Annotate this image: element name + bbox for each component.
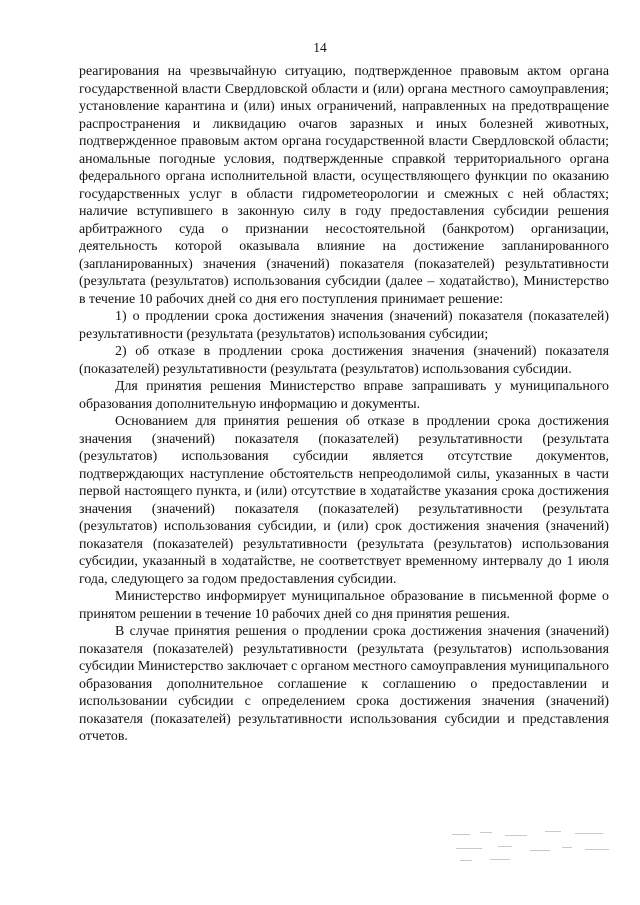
paragraph-option-refuse: 2) об отказе в продлении срока достижения значения (значений) показателя (показателей) результативности (результата (результатов) использования субсидии.	[79, 344, 609, 377]
faint-stamp-marks	[450, 828, 615, 868]
paragraph-additional-agreement: В случае принятия решения о продлении срока достижения значения (значений) показателя (показателей) результативности (результата (результатов) использования субсидии Министерство заключает с органом местного самоуправления муниципального образования дополнительное соглашение к соглашению о предоставлении и использовании субсидии с определением срока достижения значения (значений) показателя (показателей) результативности использования субсидии и представления отчетов.	[79, 624, 609, 744]
document-body	[79, 63, 609, 746]
paragraph-continuation: реагирования на чрезвычайную ситуацию, подтвержденное правовым актом органа государственной власти Свердловской области и (или) органа местного самоуправления; установление карантина и (или) иных ограничений, направленных на предотвращение распространения и ликвидацию очагов заразных и иных болезней животных, подтвержденное правовым актом органа государственной власти Свердловской области; аномальные погодные условия, подтвержденные справкой территориального органа федерального органа исполнительной власти, осуществляющего функции по оказанию государственных услуг в области гидрометеорологии и смежных с ней областях; наличие вступившего в законную силу в году предоставления субсидии решения арбитражного суда о признании несостоятельной (банкротом) организации, деятельность которой оказывала влияние на достижение запланированного (запланированных) значения (значений) показателя (показателей) результативности (результата (результатов) использования субсидии (далее – ходатайство), Министерство в течение 10 рабочих дней со дня его поступления принимает решение:	[79, 64, 609, 307]
paragraph-refusal-grounds: Основанием для принятия решения об отказе в продлении срока достижения значения (значений) показателя (показателей) результативности (результата (результатов) использования субсидии является отсутствие документов, подтверждающих наступление обстоятельств непреодолимой силы, указанных в части первой настоящего пункта, и (или) отсутствие в ходатайстве указания срока достижения значения (значений) показателя (показателей) результативности (результата (результатов) использования субсидии, и (или) срок достижения значения (значений) показателя (показателей) результативности (результата (результатов) использования субсидии, указанный в ходатайстве, не соответствует временному интервалу до 1 июля года, следующего за годом предоставления субсидии.	[79, 414, 609, 587]
paragraph-notification: Министерство информирует муниципальное образование в письменной форме о принятом решении в течение 10 рабочих дней со дня принятия решения.	[79, 589, 609, 622]
paragraph-request-info: Для принятия решения Министерство вправе запрашивать у муниципального образования дополнительную информацию и документы.	[79, 379, 609, 412]
paragraph-option-extend: 1) о продлении срока достижения значения (значений) показателя (показателей) результативности (результата (результатов) использования субсидии;	[79, 309, 609, 342]
page-number: 14	[313, 40, 327, 55]
